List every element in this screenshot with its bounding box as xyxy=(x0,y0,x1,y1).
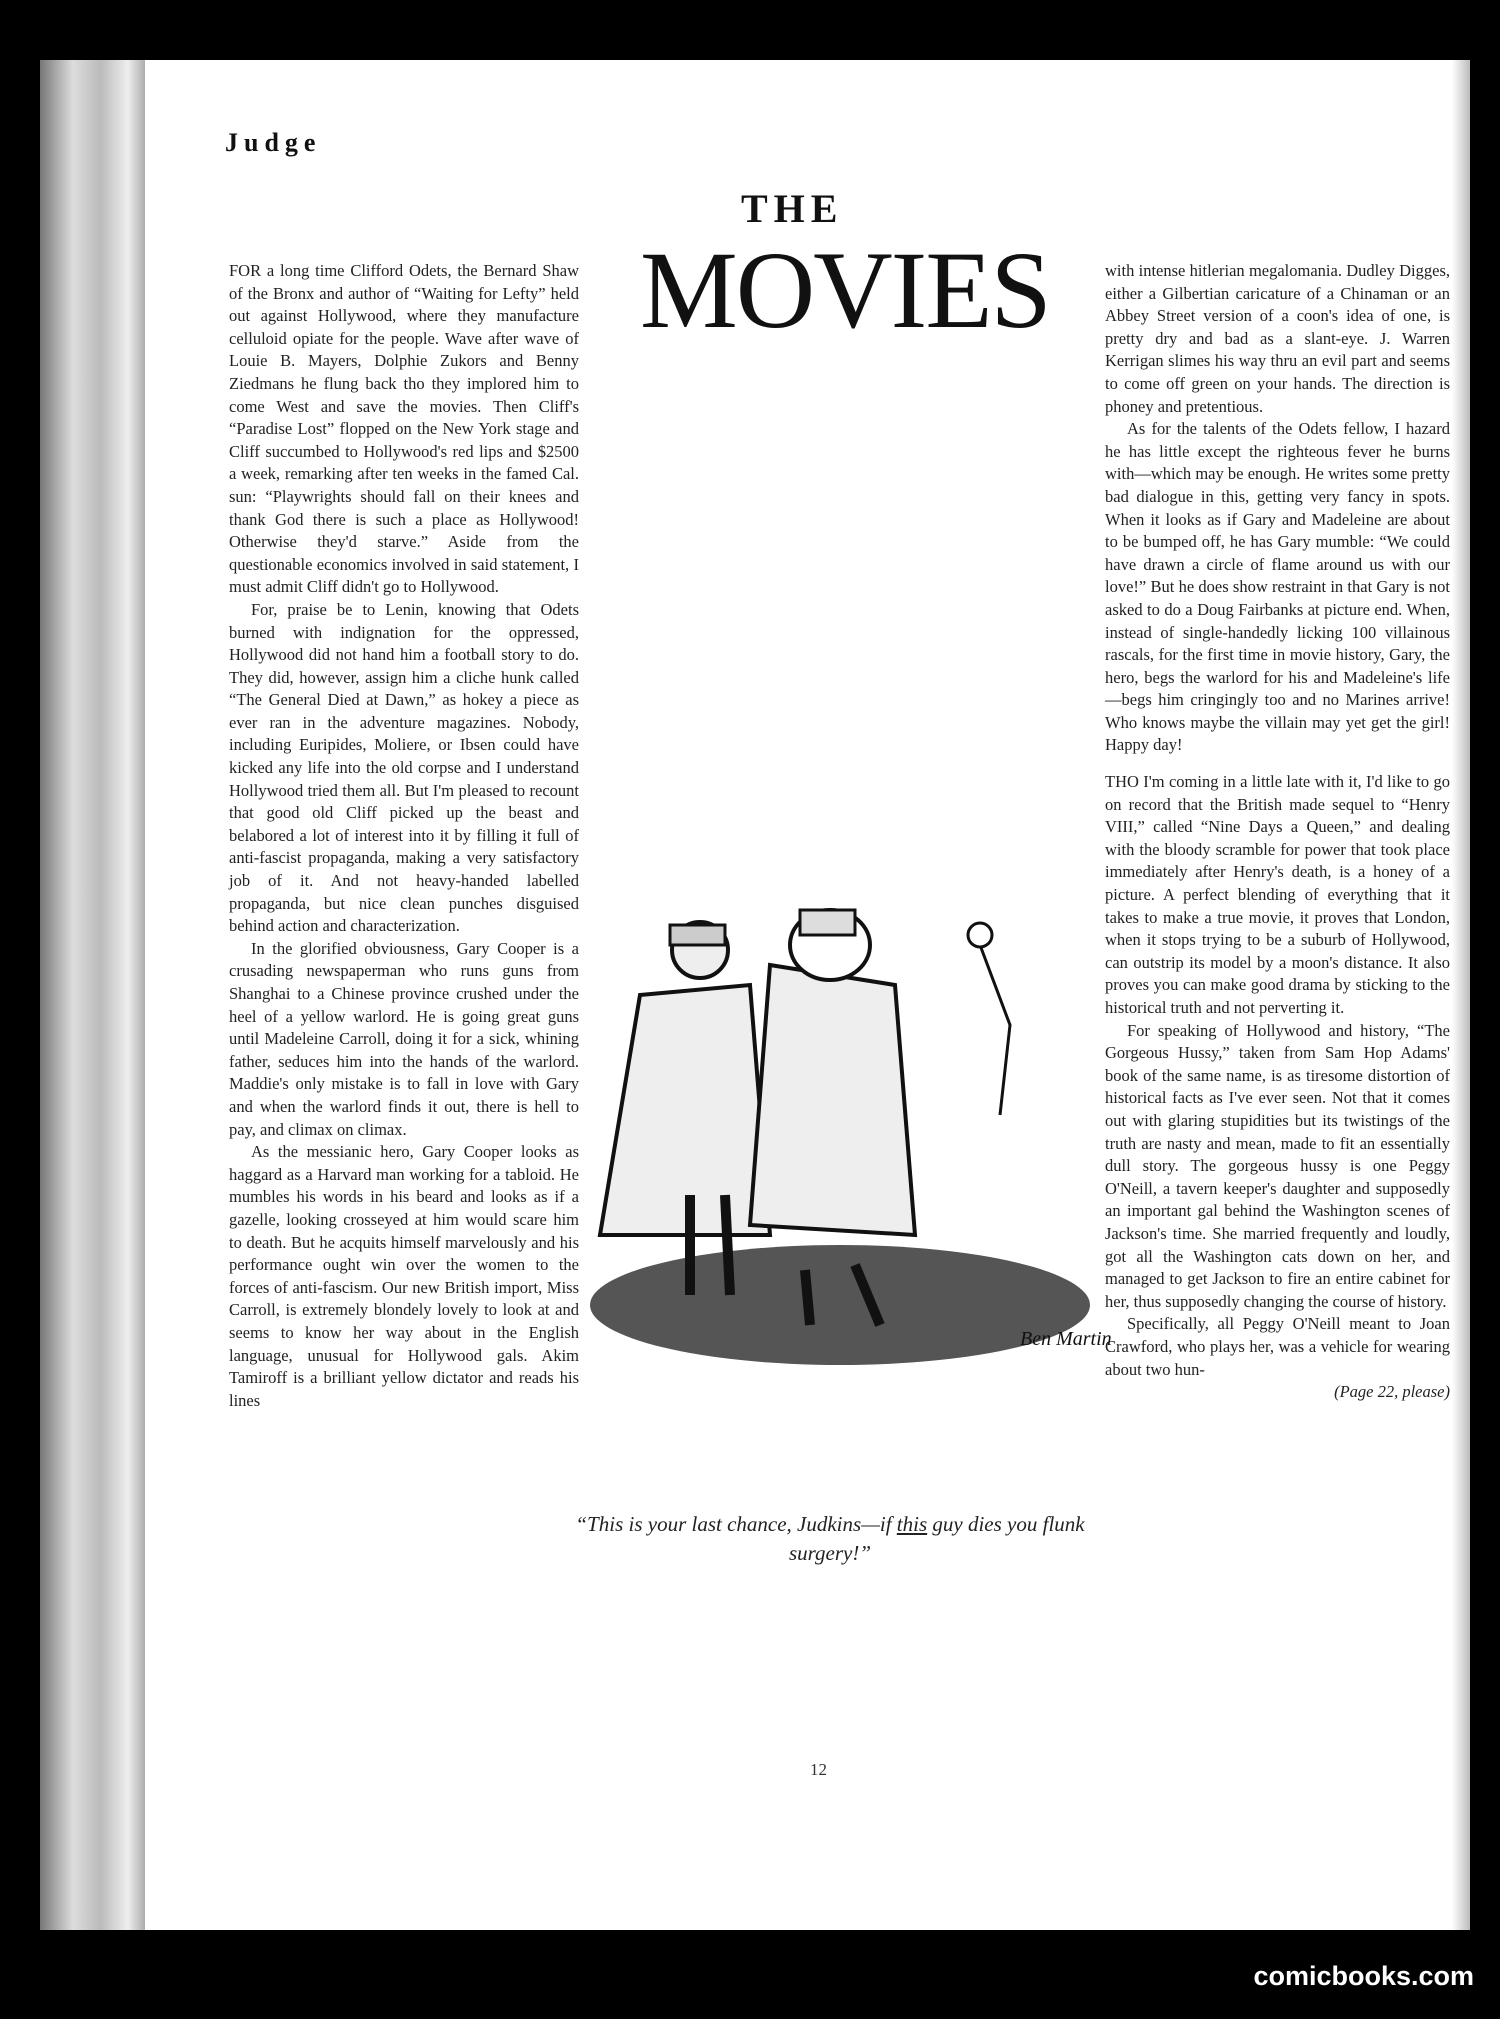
paragraph: As the messianic hero, Gary Cooper looks as haggard as a Harvard man working for a tabloid. He mumbles his words in his beard and looks as if a gazelle, looking crosseyed at him would scare him to death. But he acquits himself marvelously and his performance ought win over the women to the forces of anti-fascism. Our new British import, Miss Carroll, is extremely blondely lovely to look at and seems to know her way about in the English language, unusual for Hollywood gals. Akim Tamiroff is a brilliant yellow dictator and reads his lines xyxy=(229,1142,579,1410)
continued-note: (Page 22, please) xyxy=(1334,1382,1450,1402)
paragraph: For speaking of Hollywood and history, “The Gorgeous Hussy,” taken from Sam Hop Adams' book of the same name, is as tiresome distortion of historical facts as I've ever seen. Not that it comes out with glaring stupidities but its twistings of the truth are nasty and mean, made to fit an essentially dull story. The gorgeous hussy is one Peggy O'Neill, a tavern keeper's daughter and supposedly an important gal behind the Washington scenes of Jackson's time. She married frequently and loudly, got all the Washington cats down on her, and managed to get Jackson to fire an entire cabinet for her, thus supposedly changing the course of history. xyxy=(1105,1020,1450,1311)
binding-edge xyxy=(40,60,150,1930)
caption-emphasis: this xyxy=(896,1512,928,1536)
caption-text: “This is your last chance, Judkins—if xyxy=(575,1512,897,1536)
magazine-page xyxy=(145,60,1470,1930)
page-gutter-shadow xyxy=(1452,60,1470,1930)
page-number: 12 xyxy=(810,1760,827,1779)
surgeons-cartoon xyxy=(540,905,1112,1365)
paragraph: In the glorified obviousness, Gary Cooper is a crusading newspaperman who runs guns from Shanghai to a Chinese province crushed under the heel of a yellow warlord. He is going great guns until Madeleine Carroll, doing it for a sick, whining father, seduces him into the hands of the warlord. Maddie's only mistake is to fall in love with Gary and when the warlord finds it out, there is hell to pay, and climax on climax. xyxy=(229,938,579,1139)
cartoon-caption xyxy=(565,1510,1095,1568)
masthead: Judge xyxy=(225,128,322,157)
column-left xyxy=(229,260,579,1412)
paragraph: THO I'm coming in a little late with it, I'd like to go on record that the British made sequel to “Henry VIII,” called “Nine Days a Queen,” and dealing with the bloody scramble for power that took place immediately after Henry's death, is a honey of a picture. A perfect blending of everything that it takes to make a true movie, it proves that London, when it stops trying to be a suburb of Hollywood, can outstrip its model by a moon's distance. It also proves you can make good drama by sticking to the historical truth and not perverting it. xyxy=(1105,772,1450,1017)
paragraph: with intense hitlerian megalomania. Dudley Digges, either a Gilbertian caricature of a Chinaman or an Abbey Street version of a coon's idea of one, is pretty dry and bad as a slant-eye. J. Warren Kerrigan slimes his way thru an evil part and seems to come off green on your hands. The direction is phoney and pretentious. xyxy=(1105,261,1450,416)
paragraph: Specifically, all Peggy O'Neill meant to Joan Crawford, who plays her, was a vehicle for wearing about two hun- xyxy=(1105,1314,1450,1379)
paragraph: FOR a long time Clifford Odets, the Bernard Shaw of the Bronx and author of “Waiting for Lefty” held out against Hollywood, where they manufacture celluloid opiate for the people. Wave after wave of Louie B. Mayers, Dolphie Zukors and Benny Ziedmans he flung back tho they implored him to come West and save the movies. Then Cliff's “Paradise Lost” flopped on the New York stage and Cliff succumbed to Hollywood's red lips and $2500 a week, remarking after ten weeks in the famed Cal. sun: “Playwrights should fall on their knees and thank God there is such a place as Hollywood! Otherwise they'd starve.” Aside from the questionable economics involved in said statement, I must admit Cliff didn't go to Hollywood. xyxy=(229,261,579,597)
column-right xyxy=(1105,260,1450,1404)
headline-the: THE xyxy=(741,186,844,231)
headline-movies: MOVIES xyxy=(640,229,1050,351)
paragraph: As for the talents of the Odets fellow, I hazard he has little except the righteous fever he burns with—which may be enough. He writes some pretty bad dialogue in this, getting very fancy in spots. When it looks as if Gary and Madeleine are about to be bumped off, he has Gary mumble: “We could have drawn a circle of flame around us with our love!” But he does show restraint in that Gary is not asked to do a Doug Fairbanks at picture end. When, instead of single-handedly licking 100 villainous rascals, for the first time in movie history, Gary, the hero, begs the warlord for his and Madeleine's life—begs him cringingly too and no Marines arrive! Who knows maybe the villain may yet get the girl! Happy day! xyxy=(1105,419,1450,755)
watermark: comicbooks.com xyxy=(1253,1961,1474,1991)
caption-text: guy dies you flunk surgery!” xyxy=(788,1512,1085,1565)
cartoon-signature: Ben Martin xyxy=(1020,1328,1112,1350)
paragraph: For, praise be to Lenin, knowing that Odets burned with indignation for the oppressed, Hollywood did not hand him a football story to do. They did, however, assign him a cliche hunk called “The General Died at Dawn,” as hokey a piece as ever ran in the adventure magazines. Nobody, including Euripides, Moliere, or Ibsen could have kicked any life into the old corpse and I understand Hollywood tried them all. But I'm pleased to recount that good old Cliff picked up the beast and belabored a lot of interest into it by filling it full of anti-fascist propaganda, making a very satisfactory job of it. And not heavy-handed labelled propaganda, but nice clean punches disguised behind action and characterization. xyxy=(229,599,579,936)
